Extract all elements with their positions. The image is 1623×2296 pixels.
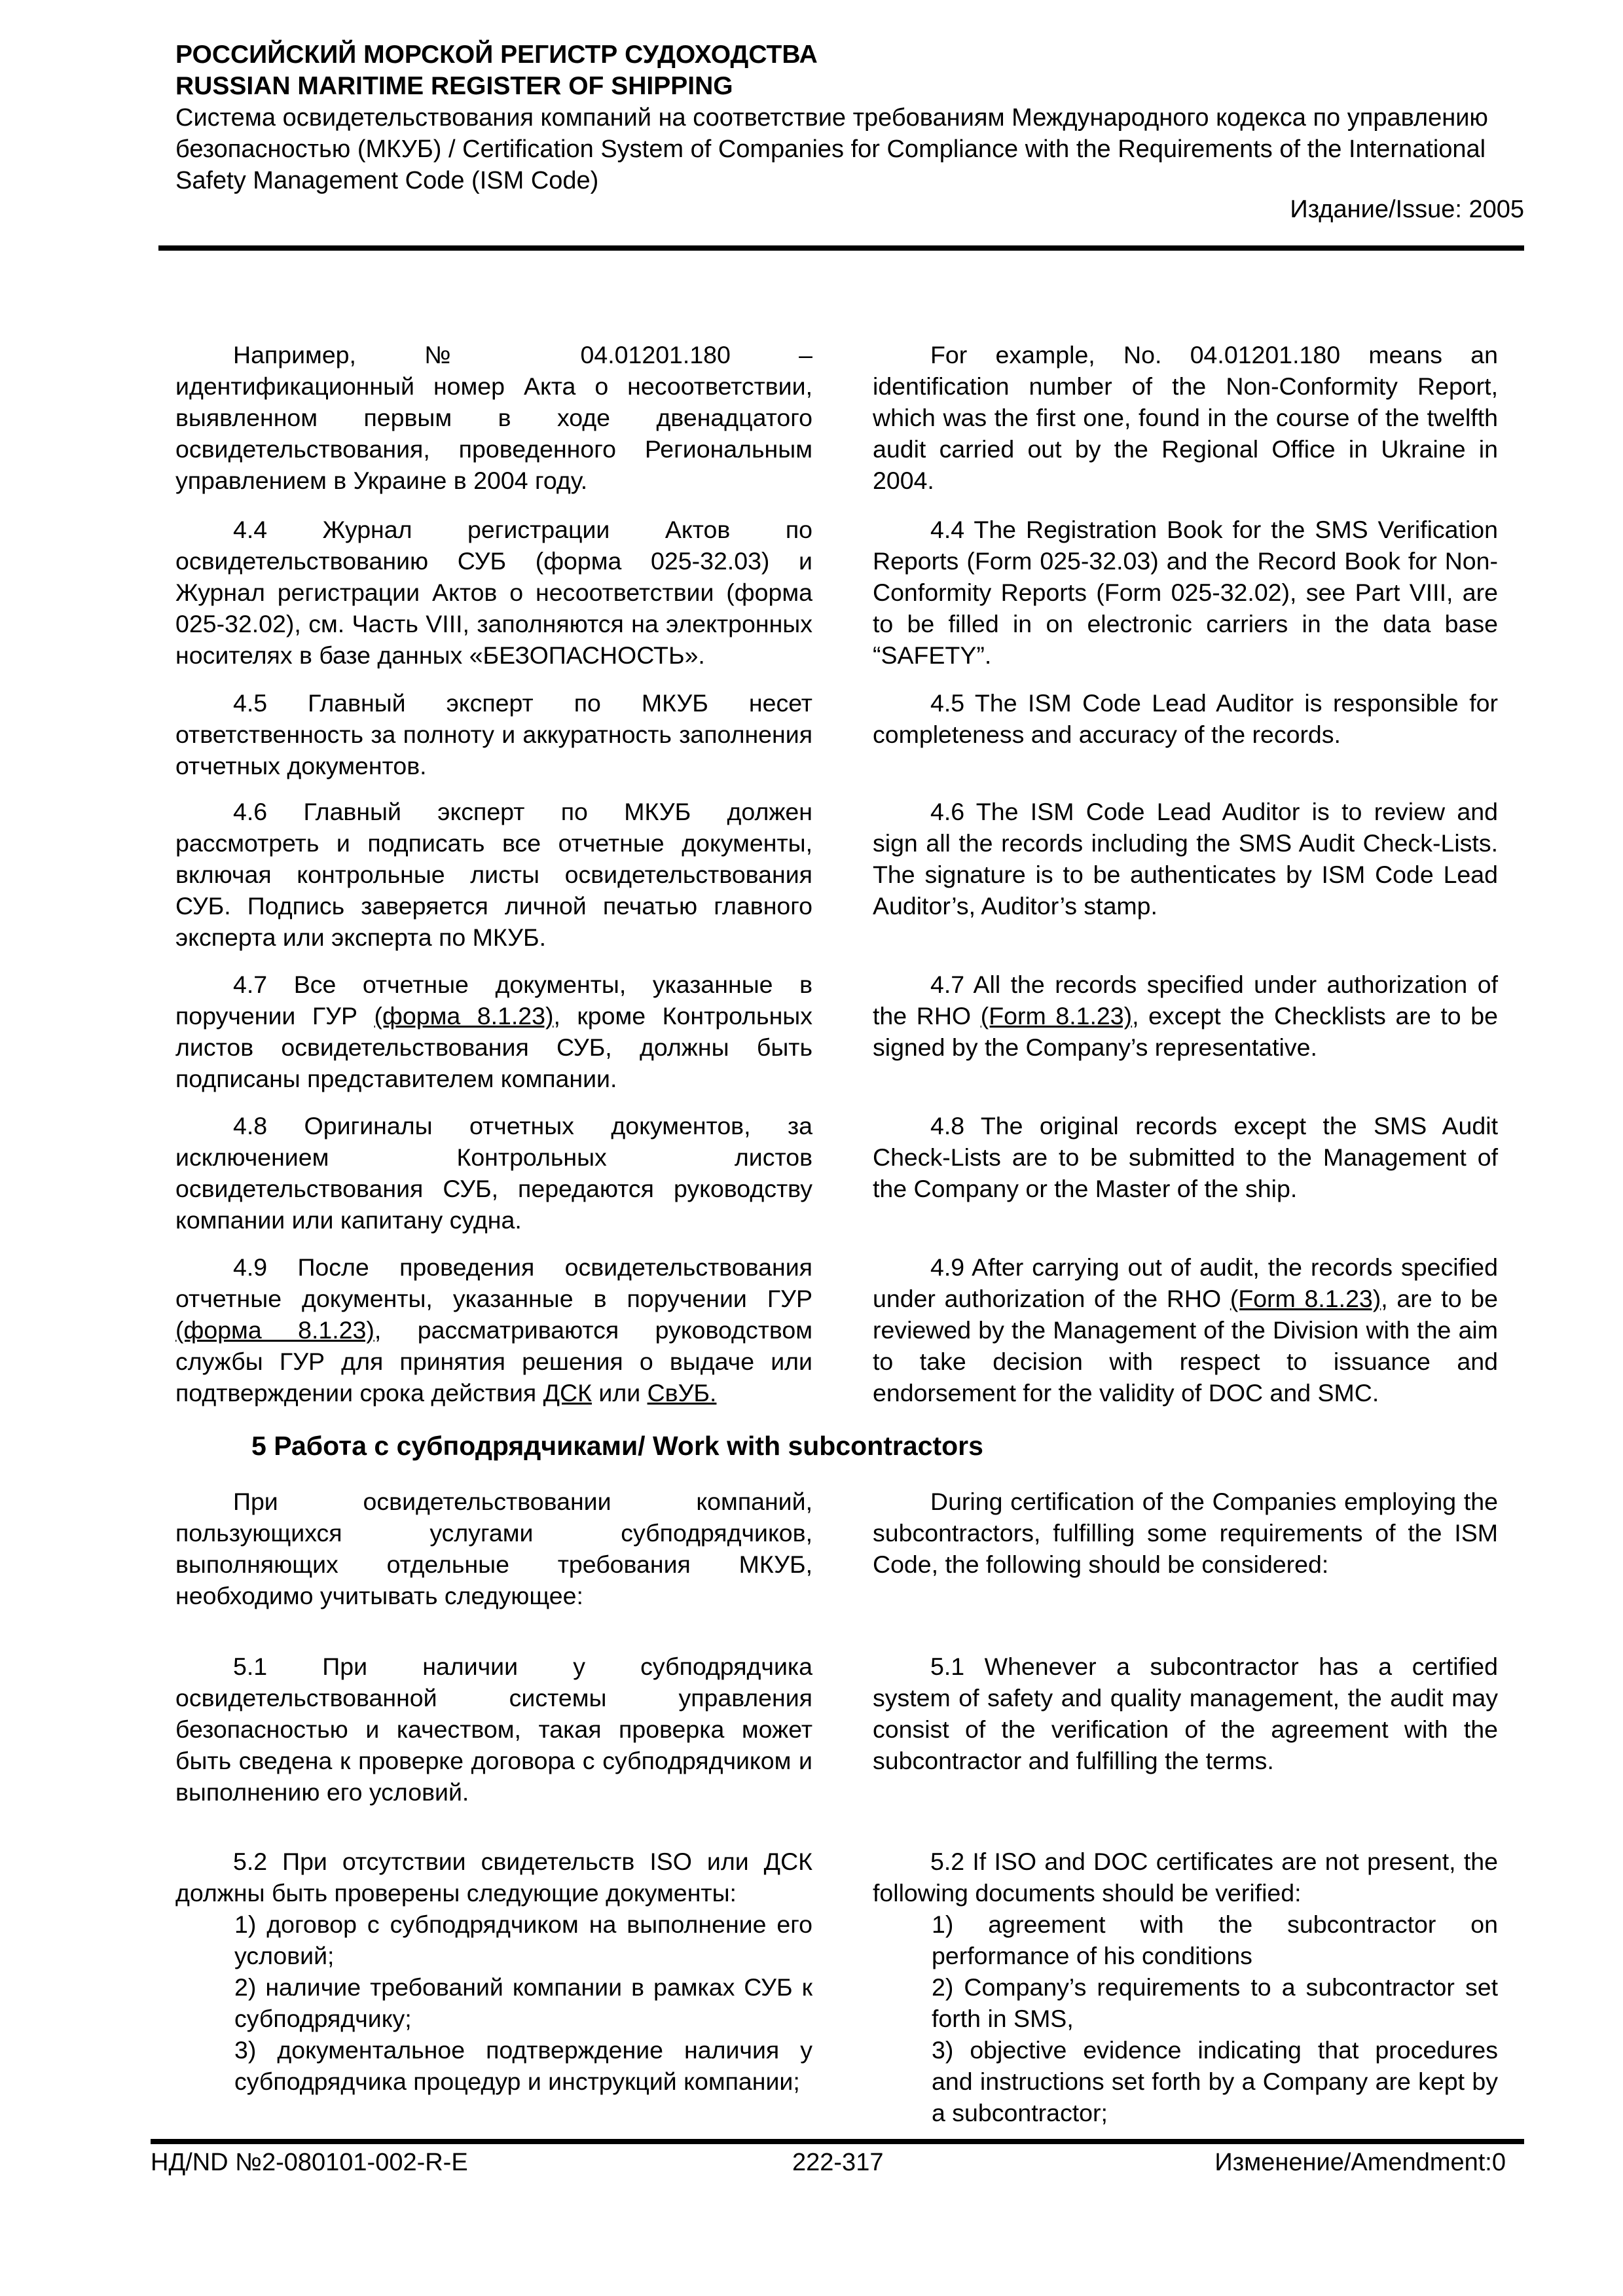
list-item: 3) документальное подтверждение наличия у субподрядчика процедур и инструкций компании; (234, 2036, 812, 2095)
document-subtitle: Система освидетельствования компаний на соответствие требованиям Международного кодекса по управлению безопасностью (МКУБ) / Certification System of Companies for Compliance with the Requirements of the International Safety Management Code (ISM Code) (175, 104, 1488, 194)
paragraph-4-8-en: 4.8 The original records except the SMS Audit Check-Lists are to be submitted to the Management of the Company or the Master of the ship. (873, 1112, 1498, 1202)
section-5-heading: 5 Работа с субподрядчиками/ Work with subcontractors (251, 1431, 983, 1461)
form-8-1-23-link-ru[interactable]: (форма 8.1.23) (374, 1002, 554, 1030)
p49-ru-text-1: 4.9 После проведения освидетельствования отчетные документы, указанные в поручении ГУР (175, 1253, 812, 1312)
paragraph-4-9-ru (175, 1251, 812, 1408)
list-5-2-ru (175, 1909, 812, 2097)
p47-en-text-1: 4.7 All the records specified under authorization of the RHO (873, 971, 1498, 1030)
paragraph-5-intro-ru: При освидетельствовании компаний, пользующихся услугами субподрядчиков, выполняющих отдельные требования МКУБ, необходимо учитывать следующее: (175, 1488, 812, 1609)
doc-link-ru[interactable]: ДСК (543, 1379, 592, 1407)
issue-label: Издание/Issue: 2005 (1290, 196, 1524, 223)
paragraph-4-7-en (873, 969, 1498, 1063)
list-item: 3) objective evidence indicating that procedures and instructions set forth by a Company are kept by a subcontractor; (932, 2036, 1498, 2126)
paragraph-5-2-ru: 5.2 При отсутствии свидетельств ISO или ДСК должны быть проверены следующие документы: (175, 1848, 812, 1907)
list-item: 1) agreement with the subcontractor on performance of his conditions (932, 1910, 1498, 1969)
paragraph-example-ru: Например, № 04.01201.180 – идентификационный номер Акта о несоответствии, выявленном первым в ходе двенадцатого освидетельствования, проведенного Региональным управлением в Украине в 2004 году. (175, 341, 812, 494)
footer-doc-id: НД/ND №2-080101-002-R-E (151, 2149, 468, 2176)
form-8-1-23-link-ru-2[interactable]: (форма 8.1.23) (175, 1316, 374, 1344)
org-name-ru: РОССИЙСКИЙ МОРСКОЙ РЕГИСТР СУДОХОДСТВА (175, 41, 818, 69)
footer-divider (151, 2139, 1524, 2144)
paragraph-5-1-en: 5.1 Whenever a subcontractor has a certified system of safety and quality management, the audit may consist of the verification of the agreement with the subcontractor and fulfilling the terms. (873, 1653, 1498, 1774)
list-item: 2) наличие требований компании в рамках СУБ к субподрядчику; (234, 1973, 812, 2032)
org-name-en: RUSSIAN MARITIME REGISTER OF SHIPPING (175, 72, 733, 100)
p49-en-text-1: 4.9 After carrying out of audit, the records specified under authorization of the RHO (873, 1253, 1498, 1312)
paragraph-5-2-en: 5.2 If ISO and DOC certificates are not present, the following documents should be verified: (873, 1848, 1498, 1907)
list-item: 1) договор с субподрядчиком на выполнение его условий; (234, 1910, 812, 1969)
footer-page-number: 222-317 (792, 2149, 884, 2176)
page-header (175, 39, 1524, 196)
list-5-2-en (873, 1909, 1498, 2128)
paragraph-4-6-en: 4.6 The ISM Code Lead Auditor is to review and sign all the records including the SMS Audit Check-Lists. The signature is to be authenticates by ISM Code Lead Auditor’s, Auditor’s stamp. (873, 798, 1498, 920)
p47-en-text-2: , except the Checklists are to be signed by the Company’s representative. (873, 1002, 1498, 1061)
paragraph-4-4-en: 4.4 The Registration Book for the SMS Verification Reports (Form 025-32.03) and the Record Book for Non-Conformity Reports (Form 025-32.02), see Part VIII, are to be filled in on electronic carriers in the data base “SAFETY”. (873, 516, 1498, 669)
paragraph-5-1-ru: 5.1 При наличии у субподрядчика освидетельствованной системы управления безопасностью и качеством, такая проверка может быть сведена к проверке договора с субподрядчиком и выполнению его условий. (175, 1653, 812, 1806)
p47-ru-text-2: , кроме Контрольных листов освидетельствования СУБ, должны быть подписаны представителем компании. (175, 1002, 812, 1092)
paragraph-4-5-ru: 4.5 Главный эксперт по МКУБ несет ответственность за полноту и аккуратность заполнения отчетных документов. (175, 689, 812, 780)
list-item: 2) Company’s requirements to a subcontractor set forth in SMS, (932, 1973, 1498, 2032)
p49-ru-or: или (591, 1379, 647, 1407)
paragraph-5-intro-en: During certification of the Companies employing the subcontractors, fulfilling some requirements of the ISM Code, the following should be considered: (873, 1488, 1498, 1578)
smc-link-ru[interactable]: СвУБ. (647, 1379, 717, 1407)
paragraph-4-4-ru: 4.4 Журнал регистрации Актов по освидетельствованию СУБ (форма 025-32.03) и Журнал регистрации Актов о несоответствии (форма 025-32.02), см. Часть VIII, заполняются на электронных носителях в базе данных «БЕЗОПАСНОСТЬ». (175, 516, 812, 669)
paragraph-4-9-en (873, 1251, 1498, 1408)
p47-ru-text-1: 4.7 Все отчетные документы, указанные в поручении ГУР (175, 971, 812, 1030)
paragraph-4-8-ru: 4.8 Оригиналы отчетных документов, за исключением Контрольных листов освидетельствования СУБ, передаются руководству компании или капитану судна. (175, 1112, 812, 1234)
form-8-1-23-link-en-2[interactable]: (Form 8.1.23) (1230, 1285, 1381, 1312)
paragraph-4-6-ru: 4.6 Главный эксперт по МКУБ должен рассмотреть и подписать все отчетные документы, включая контрольные листы освидетельствования СУБ. Подпись заверяется личной печатью главного эксперта или эксперта по МКУБ. (175, 798, 812, 951)
paragraph-example-en: For example, No. 04.01201.180 means an identification number of the Non-Conformity Report, which was the first one, found in the course of the twelfth audit carried out by the Regional Office in Ukraine in 2004. (873, 341, 1498, 494)
p49-en-text-2: , are to be reviewed by the Management of the Division with the aim to take decision with respect to issuance and endorsement for the validity of DOC and SMC. (873, 1285, 1498, 1407)
paragraph-4-5-en: 4.5 The ISM Code Lead Auditor is responsible for completeness and accuracy of the records. (873, 689, 1498, 748)
paragraph-4-7-ru (175, 969, 812, 1094)
p49-ru-text-2: , рассматриваются руководством службы ГУР для принятия решения о выдаче или подтверждении срока действия (175, 1316, 813, 1407)
header-divider (158, 245, 1524, 251)
footer-amendment: Изменение/Amendment:0 (1214, 2149, 1506, 2176)
form-8-1-23-link-en[interactable]: (Form 8.1.23) (980, 1002, 1133, 1030)
